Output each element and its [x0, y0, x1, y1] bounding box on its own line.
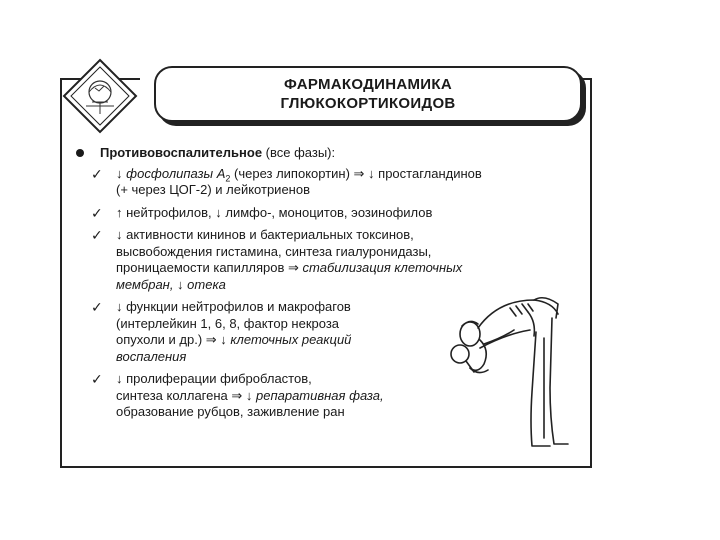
- item-subscript: 2: [225, 173, 231, 184]
- bullet-dot-icon: [76, 149, 84, 157]
- item-line: высвобождения гистамина, синтеза гиалуронидазы,: [116, 243, 432, 259]
- title-box: [154, 66, 582, 122]
- section-heading-rest: (все фазы):: [262, 145, 336, 160]
- checkmark-icon: ✓: [91, 227, 103, 243]
- item-text: ↓: [116, 165, 127, 181]
- section-heading-bold: Противовоспалительное: [100, 145, 263, 160]
- title-line-1: ФАРМАКОДИНАМИКА: [284, 76, 452, 93]
- item-text: проницаемости капилляров ⇒: [116, 260, 303, 275]
- man-with-magnifier-icon: [440, 282, 570, 457]
- item-text-italic: фосфолипазы А: [126, 165, 226, 181]
- checkmark-icon: ✓: [91, 165, 103, 182]
- list-item-neutrophils: [74, 205, 574, 222]
- item-text: опухоли и др.) ⇒: [116, 332, 221, 347]
- item-line: образование рубцов, заживление ран: [116, 404, 345, 419]
- item-text-italic: ↓ репаративная фаза,: [245, 387, 384, 403]
- item-line: (интерлейкин 1, 6, 8, фактор некроза: [116, 315, 340, 331]
- item-line: [116, 260, 574, 277]
- item-text-italic: стабилизация клеточных: [302, 260, 463, 275]
- checkmark-icon: ✓: [91, 299, 103, 315]
- item-line: ↓ пролиферации фибробластов,: [116, 371, 312, 386]
- item-line: ↓ функции нейтрофилов и макрофагов: [116, 299, 351, 314]
- title-line-2: ГЛЮКОКОРТИКОИДОВ: [280, 95, 456, 112]
- checkmark-icon: ✓: [91, 204, 103, 221]
- section-heading: [74, 145, 574, 162]
- item-line: (+ через ЦОГ-2) и лейкотриенов: [116, 182, 310, 197]
- item-line: [116, 166, 574, 183]
- item-text: (через липокортин) ⇒ ↓ простагландинов: [230, 165, 482, 181]
- item-text: синтеза коллагена ⇒: [116, 387, 246, 403]
- item-line-italic: воспаления: [116, 348, 187, 364]
- item-line-italic: мембран, ↓ отека: [116, 276, 226, 292]
- item-line: ↑ нейтрофилов, ↓ лимфо-, моноцитов, эозинофилов: [116, 204, 433, 220]
- list-item-phospholipase: [74, 166, 574, 199]
- checkmark-icon: ✓: [91, 371, 103, 387]
- diamond-logo-icon: [62, 58, 138, 134]
- item-line: ↓ активности кининов и бактериальных токсинов,: [116, 227, 414, 242]
- item-text-italic: ↓ клеточных реакций: [220, 332, 352, 347]
